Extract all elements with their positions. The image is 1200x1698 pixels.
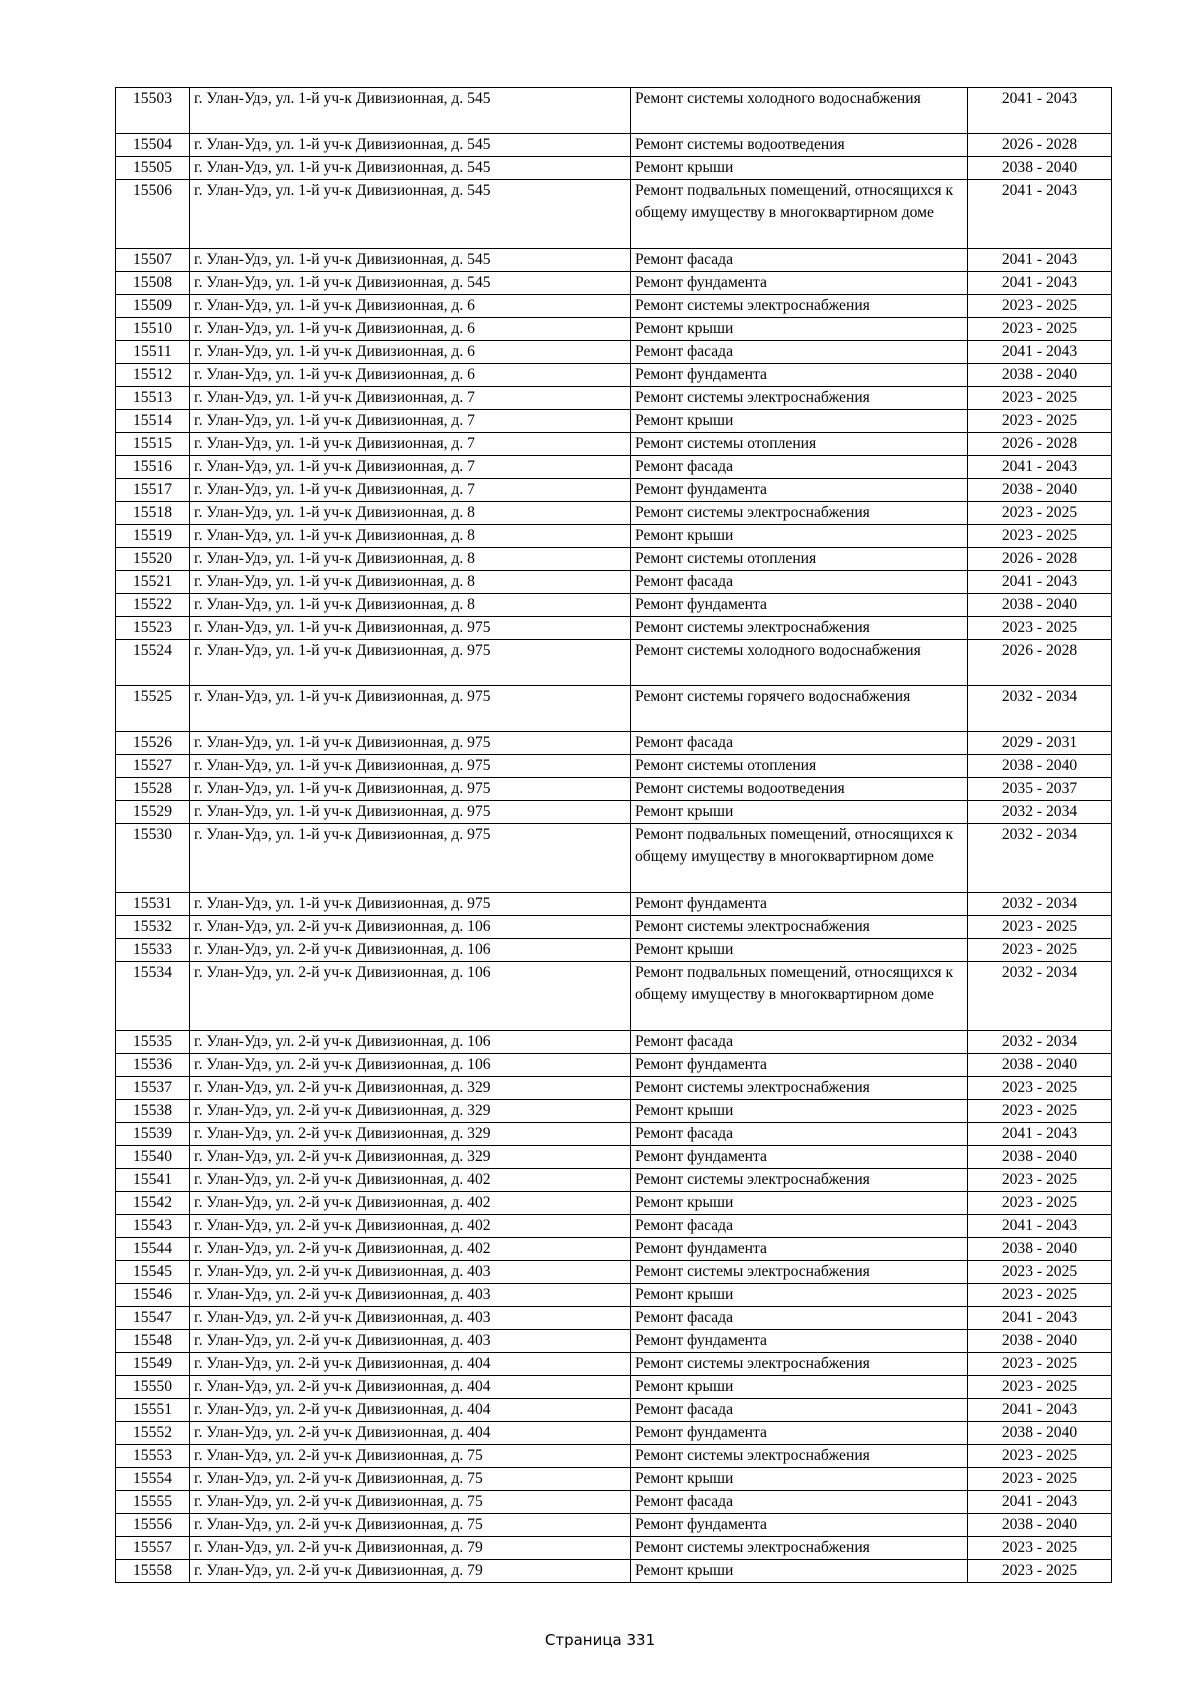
address-cell: г. Улан-Удэ, ул. 2-й уч-к Дивизионная, д. 404 — [190, 1422, 631, 1445]
years-cell: 2023 - 2025 — [968, 387, 1112, 410]
table-row — [116, 916, 1112, 939]
years-cell: 2023 - 2025 — [968, 617, 1112, 640]
table-row — [116, 1054, 1112, 1077]
years-cell: 2023 - 2025 — [968, 1445, 1112, 1468]
table-row — [116, 1100, 1112, 1123]
work-type-cell: Ремонт крыши — [631, 1284, 968, 1307]
work-type-cell: Ремонт системы электроснабжения — [631, 1445, 968, 1468]
years-cell: 2023 - 2025 — [968, 1376, 1112, 1399]
work-type-cell: Ремонт подвальных помещений, относящихся к общему имуществу в многоквартирном доме — [631, 962, 968, 1031]
table-row — [116, 755, 1112, 778]
address-cell: г. Улан-Удэ, ул. 2-й уч-к Дивизионная, д. 106 — [190, 939, 631, 962]
table-row — [116, 1146, 1112, 1169]
address-cell: г. Улан-Удэ, ул. 1-й уч-к Дивизионная, д. 7 — [190, 479, 631, 502]
table-row — [116, 1376, 1112, 1399]
address-cell: г. Улан-Удэ, ул. 1-й уч-к Дивизионная, д. 975 — [190, 755, 631, 778]
work-type-cell: Ремонт фундамента — [631, 479, 968, 502]
work-type-cell: Ремонт крыши — [631, 1468, 968, 1491]
years-cell: 2023 - 2025 — [968, 1468, 1112, 1491]
address-cell: г. Улан-Удэ, ул. 2-й уч-к Дивизионная, д. 106 — [190, 1031, 631, 1054]
row-id-cell: 15537 — [116, 1077, 190, 1100]
address-cell: г. Улан-Удэ, ул. 1-й уч-к Дивизионная, д. 975 — [190, 893, 631, 916]
table-row — [116, 732, 1112, 755]
table-row — [116, 1514, 1112, 1537]
table-row — [116, 594, 1112, 617]
work-type-cell: Ремонт фундамента — [631, 1054, 968, 1077]
address-cell: г. Улан-Удэ, ул. 1-й уч-к Дивизионная, д. 7 — [190, 433, 631, 456]
work-type-cell: Ремонт системы электроснабжения — [631, 1353, 968, 1376]
years-cell: 2023 - 2025 — [968, 525, 1112, 548]
address-cell: г. Улан-Удэ, ул. 1-й уч-к Дивизионная, д. 545 — [190, 157, 631, 180]
years-cell: 2026 - 2028 — [968, 548, 1112, 571]
repair-schedule-table — [115, 87, 1112, 1583]
row-id-cell: 15518 — [116, 502, 190, 525]
work-type-cell: Ремонт фундамента — [631, 272, 968, 295]
row-id-cell: 15520 — [116, 548, 190, 571]
address-cell: г. Улан-Удэ, ул. 2-й уч-к Дивизионная, д. 403 — [190, 1330, 631, 1353]
row-id-cell: 15549 — [116, 1353, 190, 1376]
table-row — [116, 364, 1112, 387]
row-id-cell: 15528 — [116, 778, 190, 801]
row-id-cell: 15507 — [116, 249, 190, 272]
years-cell: 2026 - 2028 — [968, 134, 1112, 157]
address-cell: г. Улан-Удэ, ул. 2-й уч-к Дивизионная, д. 402 — [190, 1238, 631, 1261]
address-cell: г. Улан-Удэ, ул. 2-й уч-к Дивизионная, д. 75 — [190, 1491, 631, 1514]
table-row — [116, 525, 1112, 548]
address-cell: г. Улан-Удэ, ул. 1-й уч-к Дивизионная, д. 6 — [190, 341, 631, 364]
address-cell: г. Улан-Удэ, ул. 2-й уч-к Дивизионная, д. 403 — [190, 1261, 631, 1284]
table-row — [116, 88, 1112, 134]
table-row — [116, 1330, 1112, 1353]
table-row — [116, 295, 1112, 318]
work-type-cell: Ремонт крыши — [631, 1100, 968, 1123]
work-type-cell: Ремонт системы отопления — [631, 755, 968, 778]
address-cell: г. Улан-Удэ, ул. 2-й уч-к Дивизионная, д. 404 — [190, 1399, 631, 1422]
work-type-cell: Ремонт фундамента — [631, 364, 968, 387]
row-id-cell: 15550 — [116, 1376, 190, 1399]
work-type-cell: Ремонт фундамента — [631, 594, 968, 617]
work-type-cell: Ремонт системы водоотведения — [631, 134, 968, 157]
address-cell: г. Улан-Удэ, ул. 1-й уч-к Дивизионная, д. 545 — [190, 88, 631, 134]
years-cell: 2041 - 2043 — [968, 456, 1112, 479]
work-type-cell: Ремонт системы холодного водоснабжения — [631, 88, 968, 134]
years-cell: 2038 - 2040 — [968, 1054, 1112, 1077]
row-id-cell: 15555 — [116, 1491, 190, 1514]
address-cell: г. Улан-Удэ, ул. 1-й уч-к Дивизионная, д. 6 — [190, 364, 631, 387]
row-id-cell: 15545 — [116, 1261, 190, 1284]
work-type-cell: Ремонт фасада — [631, 341, 968, 364]
address-cell: г. Улан-Удэ, ул. 1-й уч-к Дивизионная, д. 8 — [190, 571, 631, 594]
address-cell: г. Улан-Удэ, ул. 2-й уч-к Дивизионная, д. 329 — [190, 1146, 631, 1169]
address-cell: г. Улан-Удэ, ул. 2-й уч-к Дивизионная, д. 403 — [190, 1307, 631, 1330]
years-cell: 2023 - 2025 — [968, 1169, 1112, 1192]
table-body — [116, 88, 1112, 1583]
table-row — [116, 893, 1112, 916]
address-cell: г. Улан-Удэ, ул. 2-й уч-к Дивизионная, д. 329 — [190, 1077, 631, 1100]
years-cell: 2038 - 2040 — [968, 1238, 1112, 1261]
row-id-cell: 15531 — [116, 893, 190, 916]
work-type-cell: Ремонт фасада — [631, 1031, 968, 1054]
row-id-cell: 15526 — [116, 732, 190, 755]
years-cell: 2038 - 2040 — [968, 157, 1112, 180]
work-type-cell: Ремонт фундамента — [631, 1422, 968, 1445]
address-cell: г. Улан-Удэ, ул. 1-й уч-к Дивизионная, д. 8 — [190, 525, 631, 548]
work-type-cell: Ремонт фасада — [631, 1215, 968, 1238]
row-id-cell: 15519 — [116, 525, 190, 548]
table-row — [116, 249, 1112, 272]
table-row — [116, 962, 1112, 1031]
row-id-cell: 15532 — [116, 916, 190, 939]
work-type-cell: Ремонт системы электроснабжения — [631, 1261, 968, 1284]
years-cell: 2032 - 2034 — [968, 962, 1112, 1031]
work-type-cell: Ремонт системы водоотведения — [631, 778, 968, 801]
years-cell: 2032 - 2034 — [968, 893, 1112, 916]
table-row — [116, 824, 1112, 893]
row-id-cell: 15547 — [116, 1307, 190, 1330]
table-row — [116, 1307, 1112, 1330]
table-row — [116, 571, 1112, 594]
years-cell: 2023 - 2025 — [968, 318, 1112, 341]
table-row — [116, 341, 1112, 364]
table-row — [116, 1123, 1112, 1146]
address-cell: г. Улан-Удэ, ул. 1-й уч-к Дивизионная, д. 7 — [190, 410, 631, 433]
years-cell: 2041 - 2043 — [968, 1215, 1112, 1238]
row-id-cell: 15516 — [116, 456, 190, 479]
years-cell: 2023 - 2025 — [968, 916, 1112, 939]
row-id-cell: 15509 — [116, 295, 190, 318]
work-type-cell: Ремонт крыши — [631, 410, 968, 433]
table-row — [116, 134, 1112, 157]
row-id-cell: 15508 — [116, 272, 190, 295]
years-cell: 2032 - 2034 — [968, 686, 1112, 732]
address-cell: г. Улан-Удэ, ул. 2-й уч-к Дивизионная, д. 402 — [190, 1169, 631, 1192]
table-row — [116, 1215, 1112, 1238]
row-id-cell: 15535 — [116, 1031, 190, 1054]
row-id-cell: 15557 — [116, 1537, 190, 1560]
row-id-cell: 15540 — [116, 1146, 190, 1169]
years-cell: 2041 - 2043 — [968, 341, 1112, 364]
years-cell: 2041 - 2043 — [968, 1123, 1112, 1146]
row-id-cell: 15515 — [116, 433, 190, 456]
table-row — [116, 1261, 1112, 1284]
table-row — [116, 1353, 1112, 1376]
table-row — [116, 1031, 1112, 1054]
row-id-cell: 15530 — [116, 824, 190, 893]
work-type-cell: Ремонт крыши — [631, 157, 968, 180]
work-type-cell: Ремонт фасада — [631, 456, 968, 479]
years-cell: 2023 - 2025 — [968, 295, 1112, 318]
years-cell: 2038 - 2040 — [968, 594, 1112, 617]
row-id-cell: 15524 — [116, 640, 190, 686]
table-row — [116, 1077, 1112, 1100]
work-type-cell: Ремонт фундамента — [631, 1238, 968, 1261]
row-id-cell: 15503 — [116, 88, 190, 134]
work-type-cell: Ремонт фасада — [631, 571, 968, 594]
table-row — [116, 1491, 1112, 1514]
table-row — [116, 1192, 1112, 1215]
years-cell: 2038 - 2040 — [968, 1330, 1112, 1353]
years-cell: 2023 - 2025 — [968, 1284, 1112, 1307]
table-row — [116, 456, 1112, 479]
row-id-cell: 15552 — [116, 1422, 190, 1445]
row-id-cell: 15542 — [116, 1192, 190, 1215]
row-id-cell: 15506 — [116, 180, 190, 249]
work-type-cell: Ремонт крыши — [631, 801, 968, 824]
address-cell: г. Улан-Удэ, ул. 1-й уч-к Дивизионная, д. 8 — [190, 502, 631, 525]
years-cell: 2023 - 2025 — [968, 1077, 1112, 1100]
years-cell: 2023 - 2025 — [968, 1537, 1112, 1560]
address-cell: г. Улан-Удэ, ул. 1-й уч-к Дивизионная, д. 545 — [190, 249, 631, 272]
page-number: Страница 331 — [544, 1631, 656, 1649]
address-cell: г. Улан-Удэ, ул. 1-й уч-к Дивизионная, д. 6 — [190, 295, 631, 318]
table-row — [116, 1238, 1112, 1261]
work-type-cell: Ремонт системы электроснабжения — [631, 295, 968, 318]
years-cell: 2032 - 2034 — [968, 1031, 1112, 1054]
work-type-cell: Ремонт фасада — [631, 1491, 968, 1514]
years-cell: 2023 - 2025 — [968, 1560, 1112, 1583]
address-cell: г. Улан-Удэ, ул. 2-й уч-к Дивизионная, д. 75 — [190, 1445, 631, 1468]
work-type-cell: Ремонт крыши — [631, 939, 968, 962]
table-row — [116, 272, 1112, 295]
row-id-cell: 15521 — [116, 571, 190, 594]
table-row — [116, 180, 1112, 249]
table-row — [116, 410, 1112, 433]
table-row — [116, 157, 1112, 180]
table-row — [116, 1445, 1112, 1468]
address-cell: г. Улан-Удэ, ул. 1-й уч-к Дивизионная, д. 545 — [190, 180, 631, 249]
years-cell: 2023 - 2025 — [968, 1192, 1112, 1215]
row-id-cell: 15539 — [116, 1123, 190, 1146]
work-type-cell: Ремонт подвальных помещений, относящихся к общему имуществу в многоквартирном доме — [631, 824, 968, 893]
address-cell: г. Улан-Удэ, ул. 1-й уч-к Дивизионная, д. 975 — [190, 617, 631, 640]
address-cell: г. Улан-Удэ, ул. 2-й уч-к Дивизионная, д. 329 — [190, 1123, 631, 1146]
years-cell: 2038 - 2040 — [968, 479, 1112, 502]
years-cell: 2038 - 2040 — [968, 364, 1112, 387]
years-cell: 2041 - 2043 — [968, 249, 1112, 272]
work-type-cell: Ремонт системы электроснабжения — [631, 387, 968, 410]
years-cell: 2023 - 2025 — [968, 410, 1112, 433]
address-cell: г. Улан-Удэ, ул. 2-й уч-к Дивизионная, д. 404 — [190, 1376, 631, 1399]
work-type-cell: Ремонт системы электроснабжения — [631, 1077, 968, 1100]
table-row — [116, 387, 1112, 410]
row-id-cell: 15546 — [116, 1284, 190, 1307]
row-id-cell: 15536 — [116, 1054, 190, 1077]
row-id-cell: 15533 — [116, 939, 190, 962]
address-cell: г. Улан-Удэ, ул. 1-й уч-к Дивизионная, д. 975 — [190, 801, 631, 824]
years-cell: 2038 - 2040 — [968, 1422, 1112, 1445]
row-id-cell: 15523 — [116, 617, 190, 640]
years-cell: 2023 - 2025 — [968, 1353, 1112, 1376]
table-row — [116, 1169, 1112, 1192]
row-id-cell: 15556 — [116, 1514, 190, 1537]
row-id-cell: 15551 — [116, 1399, 190, 1422]
work-type-cell: Ремонт крыши — [631, 1192, 968, 1215]
table-row — [116, 502, 1112, 525]
work-type-cell: Ремонт фасада — [631, 249, 968, 272]
years-cell: 2023 - 2025 — [968, 1100, 1112, 1123]
work-type-cell: Ремонт фундамента — [631, 893, 968, 916]
address-cell: г. Улан-Удэ, ул. 1-й уч-к Дивизионная, д. 975 — [190, 686, 631, 732]
work-type-cell: Ремонт системы электроснабжения — [631, 617, 968, 640]
years-cell: 2041 - 2043 — [968, 571, 1112, 594]
row-id-cell: 15534 — [116, 962, 190, 1031]
work-type-cell: Ремонт системы электроснабжения — [631, 502, 968, 525]
address-cell: г. Улан-Удэ, ул. 2-й уч-к Дивизионная, д. 106 — [190, 962, 631, 1031]
years-cell: 2026 - 2028 — [968, 640, 1112, 686]
row-id-cell: 15527 — [116, 755, 190, 778]
work-type-cell: Ремонт фасада — [631, 1123, 968, 1146]
table-row — [116, 778, 1112, 801]
work-type-cell: Ремонт крыши — [631, 1560, 968, 1583]
years-cell: 2038 - 2040 — [968, 1514, 1112, 1537]
table-row — [116, 617, 1112, 640]
row-id-cell: 15504 — [116, 134, 190, 157]
years-cell: 2023 - 2025 — [968, 502, 1112, 525]
address-cell: г. Улан-Удэ, ул. 2-й уч-к Дивизионная, д. 404 — [190, 1353, 631, 1376]
work-type-cell: Ремонт подвальных помещений, относящихся к общему имуществу в многоквартирном доме — [631, 180, 968, 249]
address-cell: г. Улан-Удэ, ул. 1-й уч-к Дивизионная, д. 975 — [190, 824, 631, 893]
years-cell: 2023 - 2025 — [968, 939, 1112, 962]
address-cell: г. Улан-Удэ, ул. 2-й уч-к Дивизионная, д. 75 — [190, 1468, 631, 1491]
table-row — [116, 1468, 1112, 1491]
years-cell: 2041 - 2043 — [968, 1491, 1112, 1514]
row-id-cell: 15505 — [116, 157, 190, 180]
table-row — [116, 686, 1112, 732]
address-cell: г. Улан-Удэ, ул. 2-й уч-к Дивизионная, д. 402 — [190, 1192, 631, 1215]
years-cell: 2038 - 2040 — [968, 1146, 1112, 1169]
table-row — [116, 433, 1112, 456]
work-type-cell: Ремонт системы отопления — [631, 548, 968, 571]
table-row — [116, 801, 1112, 824]
years-cell: 2023 - 2025 — [968, 1261, 1112, 1284]
address-cell: г. Улан-Удэ, ул. 1-й уч-к Дивизионная, д. 6 — [190, 318, 631, 341]
address-cell: г. Улан-Удэ, ул. 1-й уч-к Дивизионная, д. 7 — [190, 387, 631, 410]
work-type-cell: Ремонт крыши — [631, 1376, 968, 1399]
row-id-cell: 15514 — [116, 410, 190, 433]
table-row — [116, 318, 1112, 341]
row-id-cell: 15544 — [116, 1238, 190, 1261]
work-type-cell: Ремонт крыши — [631, 318, 968, 341]
years-cell: 2041 - 2043 — [968, 180, 1112, 249]
address-cell: г. Улан-Удэ, ул. 2-й уч-к Дивизионная, д. 79 — [190, 1537, 631, 1560]
table-row — [116, 1537, 1112, 1560]
table-row — [116, 1560, 1112, 1583]
row-id-cell: 15554 — [116, 1468, 190, 1491]
work-type-cell: Ремонт системы электроснабжения — [631, 916, 968, 939]
row-id-cell: 15538 — [116, 1100, 190, 1123]
years-cell: 2029 - 2031 — [968, 732, 1112, 755]
table-row — [116, 640, 1112, 686]
row-id-cell: 15543 — [116, 1215, 190, 1238]
row-id-cell: 15512 — [116, 364, 190, 387]
row-id-cell: 15522 — [116, 594, 190, 617]
table-row — [116, 479, 1112, 502]
table-row — [116, 939, 1112, 962]
address-cell: г. Улан-Удэ, ул. 2-й уч-к Дивизионная, д. 329 — [190, 1100, 631, 1123]
table-row — [116, 548, 1112, 571]
row-id-cell: 15553 — [116, 1445, 190, 1468]
address-cell: г. Улан-Удэ, ул. 1-й уч-к Дивизионная, д. 545 — [190, 134, 631, 157]
row-id-cell: 15525 — [116, 686, 190, 732]
work-type-cell: Ремонт фундамента — [631, 1330, 968, 1353]
table-row — [116, 1399, 1112, 1422]
row-id-cell: 15558 — [116, 1560, 190, 1583]
work-type-cell: Ремонт системы холодного водоснабжения — [631, 640, 968, 686]
address-cell: г. Улан-Удэ, ул. 2-й уч-к Дивизионная, д. 403 — [190, 1284, 631, 1307]
row-id-cell: 15513 — [116, 387, 190, 410]
work-type-cell: Ремонт системы электроснабжения — [631, 1537, 968, 1560]
table-row — [116, 1422, 1112, 1445]
work-type-cell: Ремонт системы отопления — [631, 433, 968, 456]
address-cell: г. Улан-Удэ, ул. 2-й уч-к Дивизионная, д. 79 — [190, 1560, 631, 1583]
years-cell: 2035 - 2037 — [968, 778, 1112, 801]
row-id-cell: 15541 — [116, 1169, 190, 1192]
address-cell: г. Улан-Удэ, ул. 1-й уч-к Дивизионная, д. 8 — [190, 548, 631, 571]
address-cell: г. Улан-Удэ, ул. 1-й уч-к Дивизионная, д. 975 — [190, 732, 631, 755]
address-cell: г. Улан-Удэ, ул. 2-й уч-к Дивизионная, д. 402 — [190, 1215, 631, 1238]
row-id-cell: 15510 — [116, 318, 190, 341]
work-type-cell: Ремонт системы горячего водоснабжения — [631, 686, 968, 732]
work-type-cell: Ремонт фасада — [631, 1399, 968, 1422]
table-row — [116, 1284, 1112, 1307]
address-cell: г. Улан-Удэ, ул. 1-й уч-к Дивизионная, д. 975 — [190, 640, 631, 686]
years-cell: 2041 - 2043 — [968, 1399, 1112, 1422]
years-cell: 2041 - 2043 — [968, 272, 1112, 295]
years-cell: 2038 - 2040 — [968, 755, 1112, 778]
row-id-cell: 15548 — [116, 1330, 190, 1353]
address-cell: г. Улан-Удэ, ул. 2-й уч-к Дивизионная, д. 106 — [190, 916, 631, 939]
work-type-cell: Ремонт фундамента — [631, 1146, 968, 1169]
address-cell: г. Улан-Удэ, ул. 2-й уч-к Дивизионная, д. 106 — [190, 1054, 631, 1077]
address-cell: г. Улан-Удэ, ул. 1-й уч-к Дивизионная, д. 975 — [190, 778, 631, 801]
work-type-cell: Ремонт системы электроснабжения — [631, 1169, 968, 1192]
address-cell: г. Улан-Удэ, ул. 1-й уч-к Дивизионная, д. 545 — [190, 272, 631, 295]
years-cell: 2026 - 2028 — [968, 433, 1112, 456]
row-id-cell: 15529 — [116, 801, 190, 824]
row-id-cell: 15511 — [116, 341, 190, 364]
years-cell: 2032 - 2034 — [968, 801, 1112, 824]
work-type-cell: Ремонт фасада — [631, 1307, 968, 1330]
row-id-cell: 15517 — [116, 479, 190, 502]
work-type-cell: Ремонт фасада — [631, 732, 968, 755]
address-cell: г. Улан-Удэ, ул. 1-й уч-к Дивизионная, д. 8 — [190, 594, 631, 617]
years-cell: 2041 - 2043 — [968, 1307, 1112, 1330]
work-type-cell: Ремонт крыши — [631, 525, 968, 548]
address-cell: г. Улан-Удэ, ул. 1-й уч-к Дивизионная, д. 7 — [190, 456, 631, 479]
address-cell: г. Улан-Удэ, ул. 2-й уч-к Дивизионная, д. 75 — [190, 1514, 631, 1537]
years-cell: 2041 - 2043 — [968, 88, 1112, 134]
work-type-cell: Ремонт фундамента — [631, 1514, 968, 1537]
years-cell: 2032 - 2034 — [968, 824, 1112, 893]
